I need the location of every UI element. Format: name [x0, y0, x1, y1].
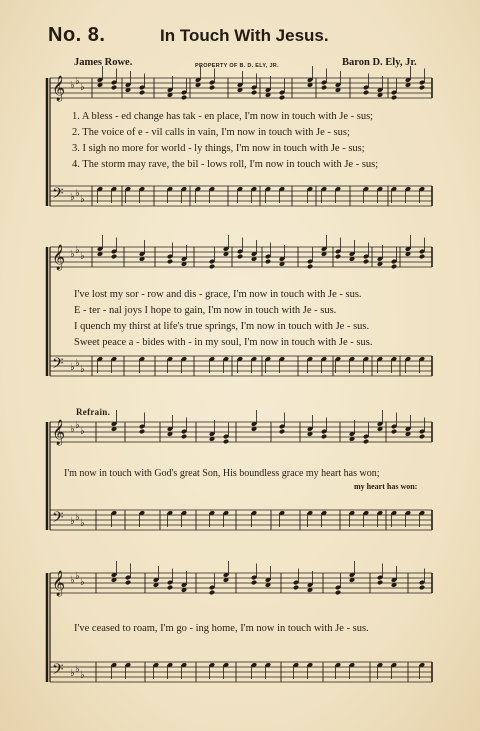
note-head: [209, 264, 215, 270]
bass-clef: 𝄢: [52, 509, 64, 530]
note-head: [167, 259, 173, 265]
lyricist-credit: James Rowe.: [74, 57, 133, 68]
note-head: [139, 90, 145, 96]
note-head: [237, 254, 243, 260]
bass-clef: 𝄢: [52, 355, 64, 376]
note-head: [363, 259, 369, 265]
note-head: [391, 95, 397, 101]
verse-3-line-2: I quench my thirst at life's true springs, I'm now in touch with Je - sus.: [74, 321, 370, 332]
refrain-line-1: I'm now in touch with God's great Son, His boundless grace my heart has won;: [64, 468, 380, 479]
treble-clef: 𝄞: [52, 420, 66, 445]
bass-clef: 𝄢: [52, 185, 64, 206]
flat-sign: ♭: [70, 249, 75, 260]
note-head: [181, 95, 187, 101]
flat-sign: ♭: [70, 424, 75, 435]
treble-clef: 𝄞: [52, 571, 66, 596]
flat-sign: ♭: [70, 668, 75, 679]
verse-2-line-2: E - ter - nal joys I hope to gain, I'm now in touch with Je - sus.: [74, 305, 337, 316]
note-head: [293, 585, 299, 591]
flat-sign: ♭: [70, 516, 75, 527]
copyright-notice: PROPERTY OF B. D. ELY, JR.: [195, 63, 279, 69]
note-head: [251, 90, 257, 96]
flat-sign: ♭: [75, 358, 80, 369]
note-head: [335, 254, 341, 260]
composer-credit: Baron D. Ely, Jr.: [342, 57, 417, 68]
note-head: [181, 434, 187, 440]
flat-sign: ♭: [80, 194, 85, 205]
flat-sign: ♭: [80, 518, 85, 529]
flat-sign: ♭: [80, 426, 85, 437]
note-head: [419, 585, 425, 591]
note-head: [419, 434, 425, 440]
note-head: [111, 254, 117, 260]
flat-sign: ♭: [70, 575, 75, 586]
note-head: [419, 85, 425, 91]
note-head: [279, 429, 285, 435]
note-head: [335, 590, 341, 596]
note-head: [307, 264, 313, 270]
refrain-line-2: I've ceased to roam, I'm go - ing home, I'm now in touch with Je - sus.: [74, 623, 369, 634]
flat-sign: ♭: [75, 512, 80, 523]
note-head: [209, 85, 215, 91]
treble-clef: 𝄞: [52, 76, 66, 101]
refrain-label: Refrain.: [76, 407, 111, 417]
note-head: [377, 580, 383, 586]
flat-sign: ♭: [80, 82, 85, 93]
verse-1-line-2: I've lost my sor - row and dis - grace, I'm now in touch with Je - sus.: [74, 289, 362, 300]
note-head: [251, 580, 257, 586]
flat-sign: ♭: [75, 76, 80, 87]
verse-4-line-2: Sweet peace a - bides with - in my soul, I'm now in touch with Je - sus.: [74, 337, 373, 348]
note-head: [167, 585, 173, 591]
note-head: [265, 259, 271, 265]
flat-sign: ♭: [70, 362, 75, 373]
verse-3-line-1: 3. I sigh no more for world - ly things, I'm now in touch with Je - sus;: [72, 143, 365, 154]
verse-4-line-1: 4. The storm may rave, the bil - lows roll, I'm now in touch with Je - sus;: [72, 159, 379, 170]
note-head: [363, 90, 369, 96]
note-head: [279, 95, 285, 101]
flat-sign: ♭: [75, 245, 80, 256]
verse-2-line-1: 2. The voice of e - vil calls in vain, I'm now in touch with Je - sus;: [72, 127, 350, 138]
note-head: [321, 85, 327, 91]
note-head: [139, 429, 145, 435]
note-head: [419, 254, 425, 260]
note-head: [223, 439, 229, 445]
note-head: [391, 429, 397, 435]
flat-sign: ♭: [80, 670, 85, 681]
note-head: [125, 580, 131, 586]
flat-sign: ♭: [80, 364, 85, 375]
refrain-echo: my heart has won:: [354, 482, 418, 491]
note-head: [391, 264, 397, 270]
flat-sign: ♭: [75, 188, 80, 199]
note-head: [363, 439, 369, 445]
flat-sign: ♭: [80, 251, 85, 262]
flat-sign: ♭: [75, 420, 80, 431]
hymn-number: No. 8.: [48, 24, 106, 46]
bass-clef: 𝄢: [52, 661, 64, 682]
flat-sign: ♭: [70, 192, 75, 203]
hymn-title: In Touch With Jesus.: [160, 26, 329, 45]
treble-clef: 𝄞: [52, 245, 66, 270]
flat-sign: ♭: [70, 80, 75, 91]
flat-sign: ♭: [80, 577, 85, 588]
flat-sign: ♭: [75, 664, 80, 675]
note-head: [209, 590, 215, 596]
verse-1-line-1: 1. A bless - ed change has tak - en place, I'm now in touch with Je - sus;: [72, 111, 374, 122]
flat-sign: ♭: [75, 571, 80, 582]
note-head: [111, 85, 117, 91]
note-head: [321, 434, 327, 440]
